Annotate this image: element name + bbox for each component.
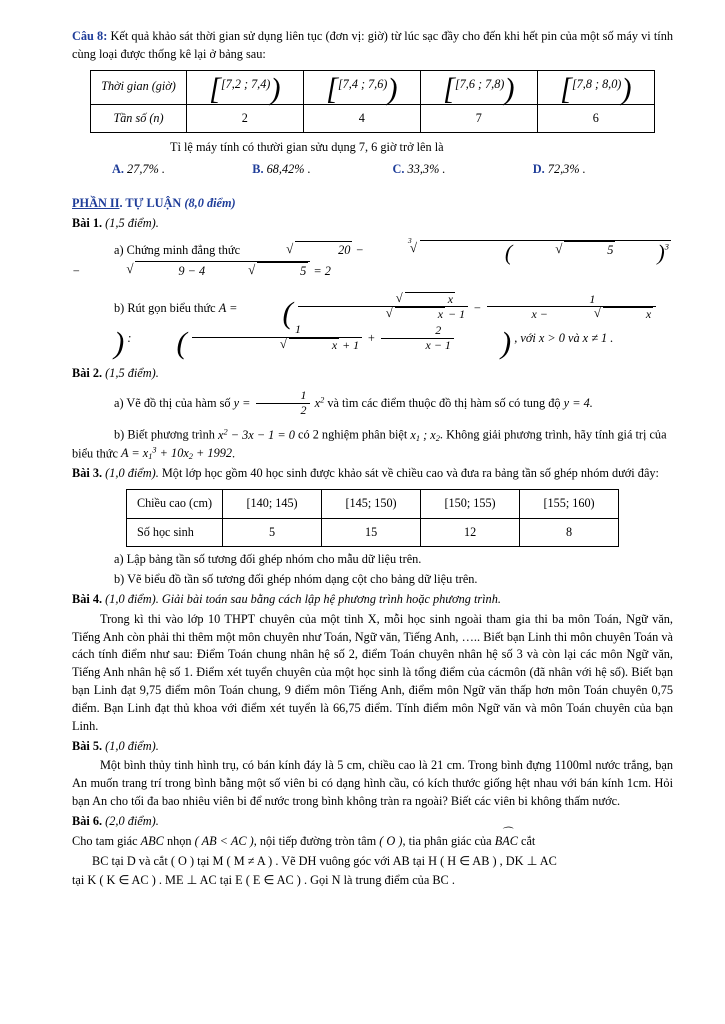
- bai5-heading: [72, 738, 673, 756]
- table-row-header: Số học sinh: [126, 518, 222, 547]
- table-cell: [[7,6 ; 7,8)): [420, 70, 537, 104]
- table-row-header: Thời gian (giờ): [91, 70, 187, 104]
- bai6-text-5: cắt: [521, 833, 536, 848]
- table-cell: 2: [186, 104, 303, 133]
- question-8-text: Kết quả khảo sát thời gian sử dụng liên tục (đơn vị: giờ) từ lúc sạc đầy cho đến khi hết pin của một số máy vi tính cùng loại được thống kê lại ở bảng sau:: [72, 29, 674, 61]
- bai2-b-equation: $x^2 - 3x - 1 = 0$: [218, 427, 295, 442]
- table-row: [91, 104, 655, 133]
- option-d: [533, 161, 673, 179]
- option-b-key: B.: [252, 162, 264, 177]
- option-b: [252, 161, 392, 179]
- table-cell: [140; 145): [223, 489, 322, 518]
- bai6-text-4: , tia phân giác của: [402, 833, 492, 848]
- bai6-heading: [72, 813, 673, 831]
- bai5-score: (1,0 điểm).: [105, 738, 159, 753]
- question-8-label: Câu 8:: [72, 29, 108, 43]
- option-a-key: A.: [112, 162, 124, 177]
- bai6-text-2: nhọn: [166, 833, 192, 848]
- table-cell: 5: [223, 518, 322, 547]
- bai4-instruction: Giải bài toán sau bằng cách lập hệ phương trình hoặc phương trình.: [161, 591, 501, 606]
- table-cell: [[7,8 ; 8,0)): [537, 70, 654, 104]
- question-8-stem: [72, 28, 673, 64]
- table-cell: 6: [537, 104, 654, 133]
- bai1-a-expression: √ 20 − √ 3 ( √ 5 )$^3$ − √ 9 − 4 √ 5: [72, 243, 671, 279]
- bai1-a-text: a) Chứng minh đẳng thức: [114, 242, 241, 257]
- frequency-table-1: [90, 70, 655, 134]
- table-row: [126, 518, 618, 547]
- bai4-heading: [72, 591, 673, 609]
- section-heading-rest: . TỰ LUẬN: [119, 195, 182, 210]
- bai1-part-b: [72, 291, 673, 361]
- bai1-label: Bài 1.: [72, 215, 103, 230]
- bai3-heading: [72, 465, 673, 483]
- table-cell: [145; 150): [322, 489, 421, 518]
- section-heading-score: (8,0 điểm): [184, 195, 236, 210]
- option-d-text: 72,3% .: [547, 162, 586, 177]
- bai2-heading: [72, 365, 673, 383]
- table-cell: [[7,2 ; 7,4)): [186, 70, 303, 104]
- table-cell: 12: [421, 518, 520, 547]
- bai1-b-text: b) Rút gọn biểu thức: [114, 301, 216, 316]
- bai2-b-text-3: . Không giải phương trình, hãy tính giá trị của biểu thức: [72, 427, 667, 461]
- bai4-score: (1,0 điểm).: [105, 591, 159, 606]
- bai2-a-function: y = $\frac{1}{2}$ $x^2$: [233, 388, 325, 417]
- table-cell: 7: [420, 104, 537, 133]
- bai1-b-expression: A = ( √ x √ x − 1 − $\frac{1}{x - √ x}$ ) : ( 1 √ x + 1 + $\frac{2}{x - 1}$ ): [72, 301, 658, 345]
- table-cell: [155; 160): [520, 489, 619, 518]
- table-row-header: Tần số (n): [91, 104, 187, 133]
- bai6-line-2: BC tại D và cắt ( O ) tại M ( M ≠ A ) . Vẽ DH vuông góc với AB tại H ( H ∈ AB ) , DK ⊥ AC: [92, 853, 557, 868]
- question-8-options: [72, 161, 673, 179]
- table-cell: [[7,4 ; 7,6)): [303, 70, 420, 104]
- table-cell: [150; 155): [421, 489, 520, 518]
- option-b-text: 68,42% .: [266, 162, 311, 177]
- section-heading-part2: [72, 195, 673, 213]
- bai2-b-text-1: b) Biết phương trình: [114, 427, 215, 442]
- bai2-b-text-2: có 2 nghiệm phân biệt: [298, 427, 408, 442]
- question-8-prompt: Tỉ lệ máy tính có thười gian sửu dụng 7, 6 giờ trở lên là: [170, 140, 444, 155]
- table-row: [91, 70, 655, 104]
- bai2-label: Bài 2.: [72, 365, 103, 380]
- bai2-b-tail: .: [232, 446, 236, 461]
- bai6-label: Bài 6.: [72, 813, 103, 828]
- table-cell: 15: [322, 518, 421, 547]
- table-row-header: Chiều cao (cm): [126, 489, 222, 518]
- bai1-b-condition: , với x > 0 và x ≠ 1 .: [514, 331, 614, 346]
- bai3-part-a: a) Lập bảng tần số tương đối ghép nhóm cho mẫu dữ liệu trên.: [114, 552, 422, 567]
- bai6-triangle: ABC: [140, 833, 164, 848]
- option-c-key: C.: [392, 162, 405, 177]
- bai3-score: (1,0 điểm).: [105, 466, 159, 481]
- option-d-key: D.: [532, 162, 545, 177]
- bai4-body: Trong kì thi vào lớp 10 THPT chuyên của một tỉnh X, mỗi học sinh ngoài tham gia thi ba môn Toán, Ngữ văn, Tiếng Anh còn phải thi thêm một môn chuyên như Toán, Ngữ văn, Tiếng Anh, ….. Biết bạn Linh thi môn chuyên Toán và cách tính điểm như sau: Điểm Toán chung nhân hệ số 2, điểm Toán chuyên nhân hệ số 3 và còn lại các môn Ngữ văn, Tiếng Anh nhân hệ số 1. Điểm xét tuyển chuyên của một học sinh là tổng điểm của cácmôn (đã nhân với hệ số). Biết bạn bạn Linh đạt 9,75 điểm môn Toán chung, 9 điểm môn Tiếng Anh, điểm môn Ngữ văn thấp hơn môn Toán chuyên 0,75 điểm. Bạn Linh đạt thủ khoa với điểm xét tuyển là 66,75 điểm. Tính điểm môn Ngữ văn và môn Toán chuyên của bạn Linh.: [72, 611, 673, 733]
- table-row: [126, 489, 618, 518]
- bai2-b-roots: $x_1$ ; $x_2$: [410, 427, 440, 443]
- bai1-part-a: [72, 235, 673, 281]
- bai2-part-a: [72, 389, 673, 417]
- bai6-text-1: Cho tam giác: [72, 833, 138, 848]
- section-heading-underline: PHẦN II: [72, 195, 120, 210]
- bai3-label: Bài 3.: [72, 466, 103, 481]
- option-a: [112, 161, 252, 179]
- bai2-part-b: [72, 426, 673, 463]
- bai6-angle: BAC ⌒: [495, 833, 518, 851]
- bai6-text-3: , nội tiếp đường tròn tâm: [253, 833, 377, 848]
- bai4-label: Bài 4.: [72, 591, 103, 606]
- bai2-a-text-1: a) Vẽ đồ thị của hàm số: [114, 396, 231, 411]
- bai5-label: Bài 5.: [72, 738, 103, 753]
- bai6-line-3: tại K ( K ∈ AC ) . ME ⊥ AC tại E ( E ∈ AC ) . Gọi N là trung điểm của BC .: [72, 873, 455, 888]
- table-cell: 4: [303, 104, 420, 133]
- bai5-body: Một bình thủy tinh hình trụ, có bán kính đáy là 5 cm, chiều cao là 21 cm. Trong bình đựng 1100ml nước trắng, bạn An muốn trang trí trong bình bằng một số viên bi có dạng hình cầu, có kích thước giống hệt nhau với bán kính 1cm. Hỏi bạn An cho tối đa bao nhiêu viên bi để nước trong bình không tràn ra ngoài? Biết các viên bi không thấm nước.: [72, 758, 673, 809]
- bai6-circle: ( O ): [379, 833, 403, 848]
- option-a-text: 27,7% .: [127, 162, 165, 177]
- option-c-text: 33,3% .: [407, 162, 446, 177]
- bai1-score: (1,5 điểm).: [105, 215, 159, 230]
- bai2-a-value: y = 4.: [563, 396, 593, 411]
- option-c: [393, 161, 533, 179]
- bai2-a-text-2: và tìm các điểm thuộc đồ thị hàm số có tung độ: [327, 396, 561, 411]
- bai3-part-b: b) Vẽ biểu đồ tần số tương đối ghép nhóm dạng cột cho bảng dữ liệu trên.: [114, 572, 478, 587]
- bai1-a-tail: = 2: [313, 264, 331, 279]
- table-cell: 8: [520, 518, 619, 547]
- bai6-condition: ( AB < AC ): [194, 833, 254, 848]
- bai3-stem: Một lớp học gồm 40 học sinh được khảo sát về chiều cao và đưa ra bảng tần số ghép nhóm dưới đây:: [161, 466, 659, 481]
- bai2-score: (1,5 điểm).: [105, 365, 159, 380]
- frequency-table-2: [126, 489, 619, 547]
- bai1-heading: [72, 215, 673, 233]
- bai2-b-expression: $A = x_1^3 + 10x_2 + 1992$: [121, 445, 233, 461]
- bai6-score: (2,0 điểm).: [105, 813, 159, 828]
- bai6-line-1: [72, 833, 673, 851]
